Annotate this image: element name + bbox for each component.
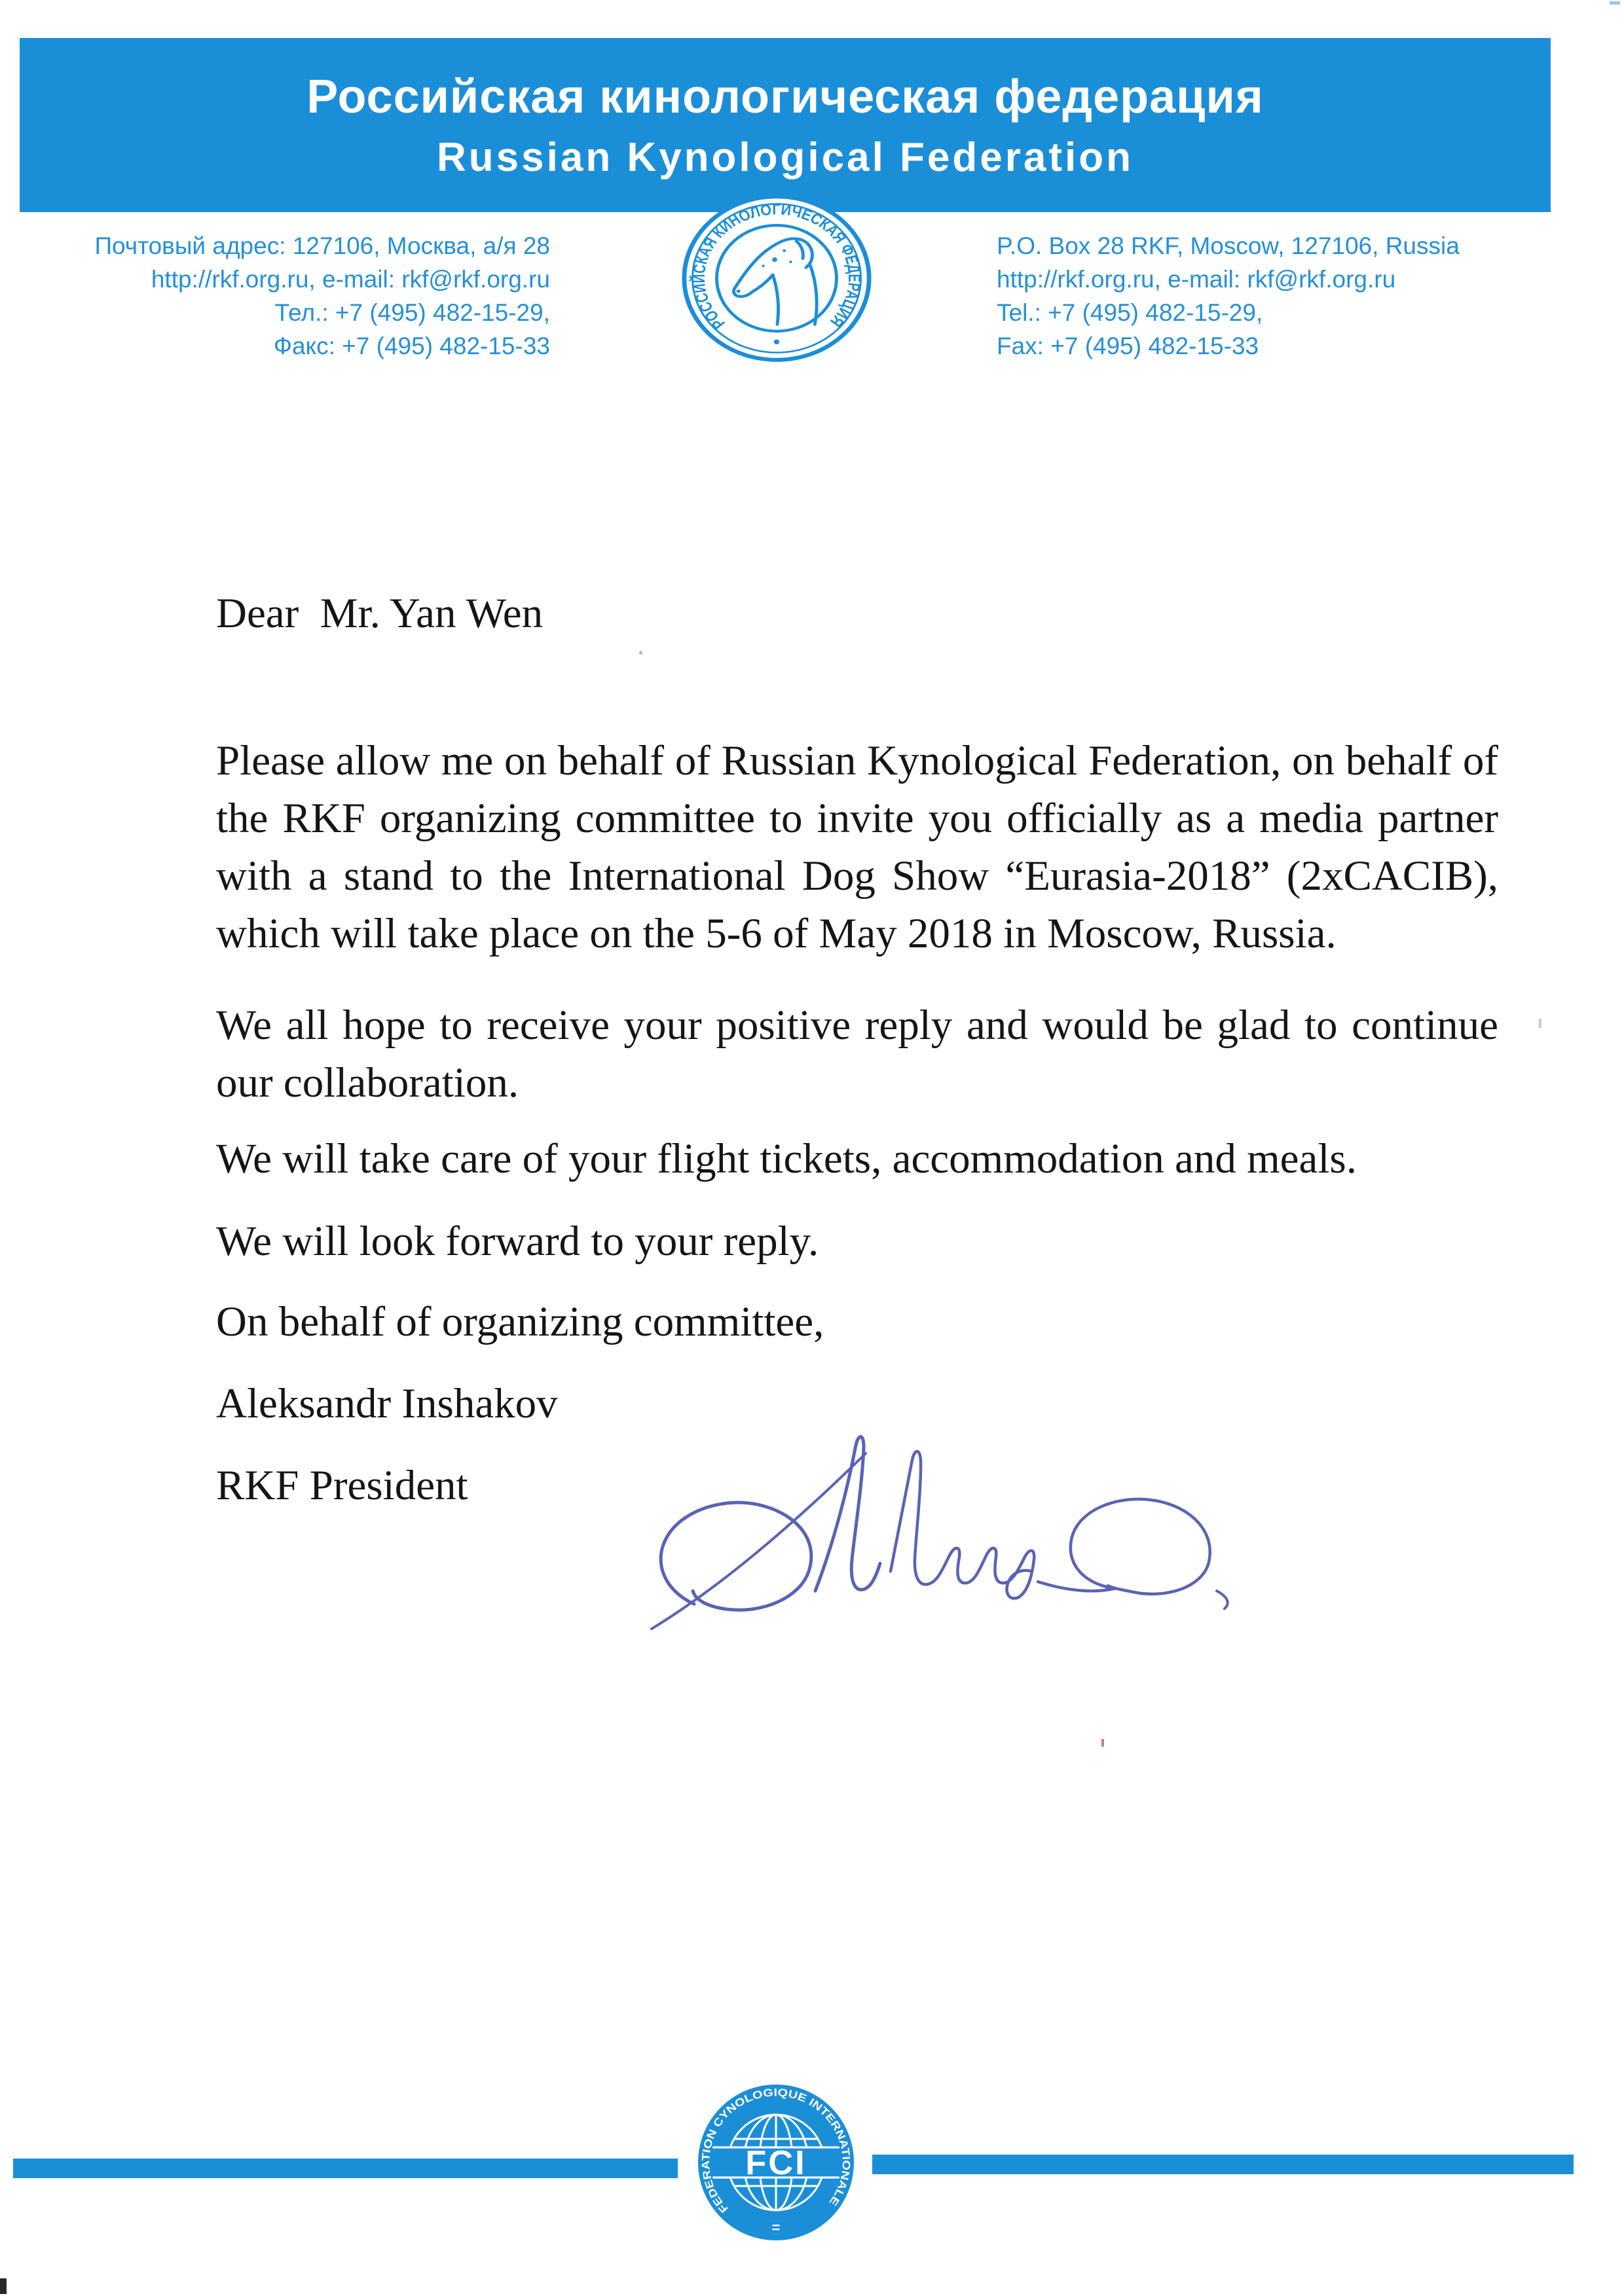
closing-line: On behalf of organizing committee, bbox=[216, 1298, 824, 1345]
signer-title: RKF President bbox=[216, 1462, 468, 1509]
fci-logo bbox=[697, 2084, 855, 2241]
fci-label: FCI bbox=[745, 2144, 807, 2182]
fax-en: Fax: +7 (495) 482-15-33 bbox=[997, 333, 1259, 359]
signature-ink bbox=[616, 1375, 1244, 1637]
postal-address-ru: Почтовый адрес: 127106, Москва, а/я 28 bbox=[94, 232, 550, 259]
rkf-seal-logo bbox=[681, 194, 872, 363]
postal-address-en: P.O. Box 28 RKF, Moscow, 127106, Russia bbox=[997, 232, 1460, 259]
signer-name: Aleksandr Inshakov bbox=[216, 1380, 558, 1427]
header-banner bbox=[20, 38, 1551, 212]
phone-en: Tel.: +7 (495) 482-15-29, bbox=[997, 299, 1263, 326]
paragraph-look-forward: We will look forward to your reply. bbox=[216, 1218, 819, 1265]
seal-ring-text: РОССИЙСКАЯ КИНОЛОГИЧЕСКАЯ ФЕДЕРАЦИЯ bbox=[690, 201, 864, 332]
fci-ring-text: FEDERATION CYNOLOGIQUE INTERNATIONALE bbox=[699, 2086, 853, 2215]
salutation: Dear Mr. Yan Wen bbox=[216, 590, 544, 637]
fci-equals-mark: = bbox=[771, 2219, 781, 2236]
org-title-russian: Российская кинологическая федерация bbox=[306, 70, 1264, 123]
scan-speck bbox=[1610, 1, 1620, 5]
scan-speck bbox=[1539, 1019, 1541, 1028]
website-email-en: http://rkf.org.ru, e-mail: rkf@rkf.org.ru bbox=[997, 266, 1396, 293]
paragraph-positive-reply: We all hope to receive your positive reply and would be glad to continue our collaboration. bbox=[216, 1002, 1498, 1106]
seal-separator-dot: • bbox=[773, 332, 781, 352]
scan-speck bbox=[0, 2278, 7, 2294]
org-title-english: Russian Kynological Federation bbox=[437, 134, 1134, 180]
paragraph-travel-care: We will take care of your flight tickets, accommodation and meals. bbox=[216, 1135, 1357, 1182]
phone-ru: Тел.: +7 (495) 482-15-29, bbox=[274, 299, 550, 326]
fax-ru: Факс: +7 (495) 482-15-33 bbox=[273, 333, 550, 359]
footer-bar-right bbox=[872, 2155, 1574, 2174]
contact-block-russian bbox=[85, 229, 550, 363]
footer-bar-left bbox=[13, 2159, 678, 2178]
paragraph-invitation: Please allow me on behalf of Russian Kynological Federation, on behalf of the RKF organizing committee to invite you officially as a media partner with a stand to the International Dog Show “Eurasia-2018” (2xCACIB), which will take place on the 5-6 of May 2018 in Moscow, Russia. bbox=[216, 737, 1498, 957]
website-email-ru: http://rkf.org.ru, e-mail: rkf@rkf.org.ru bbox=[151, 266, 550, 293]
scan-speck bbox=[1101, 1739, 1104, 1747]
scan-speck bbox=[639, 651, 642, 655]
contact-block-english bbox=[997, 229, 1507, 363]
